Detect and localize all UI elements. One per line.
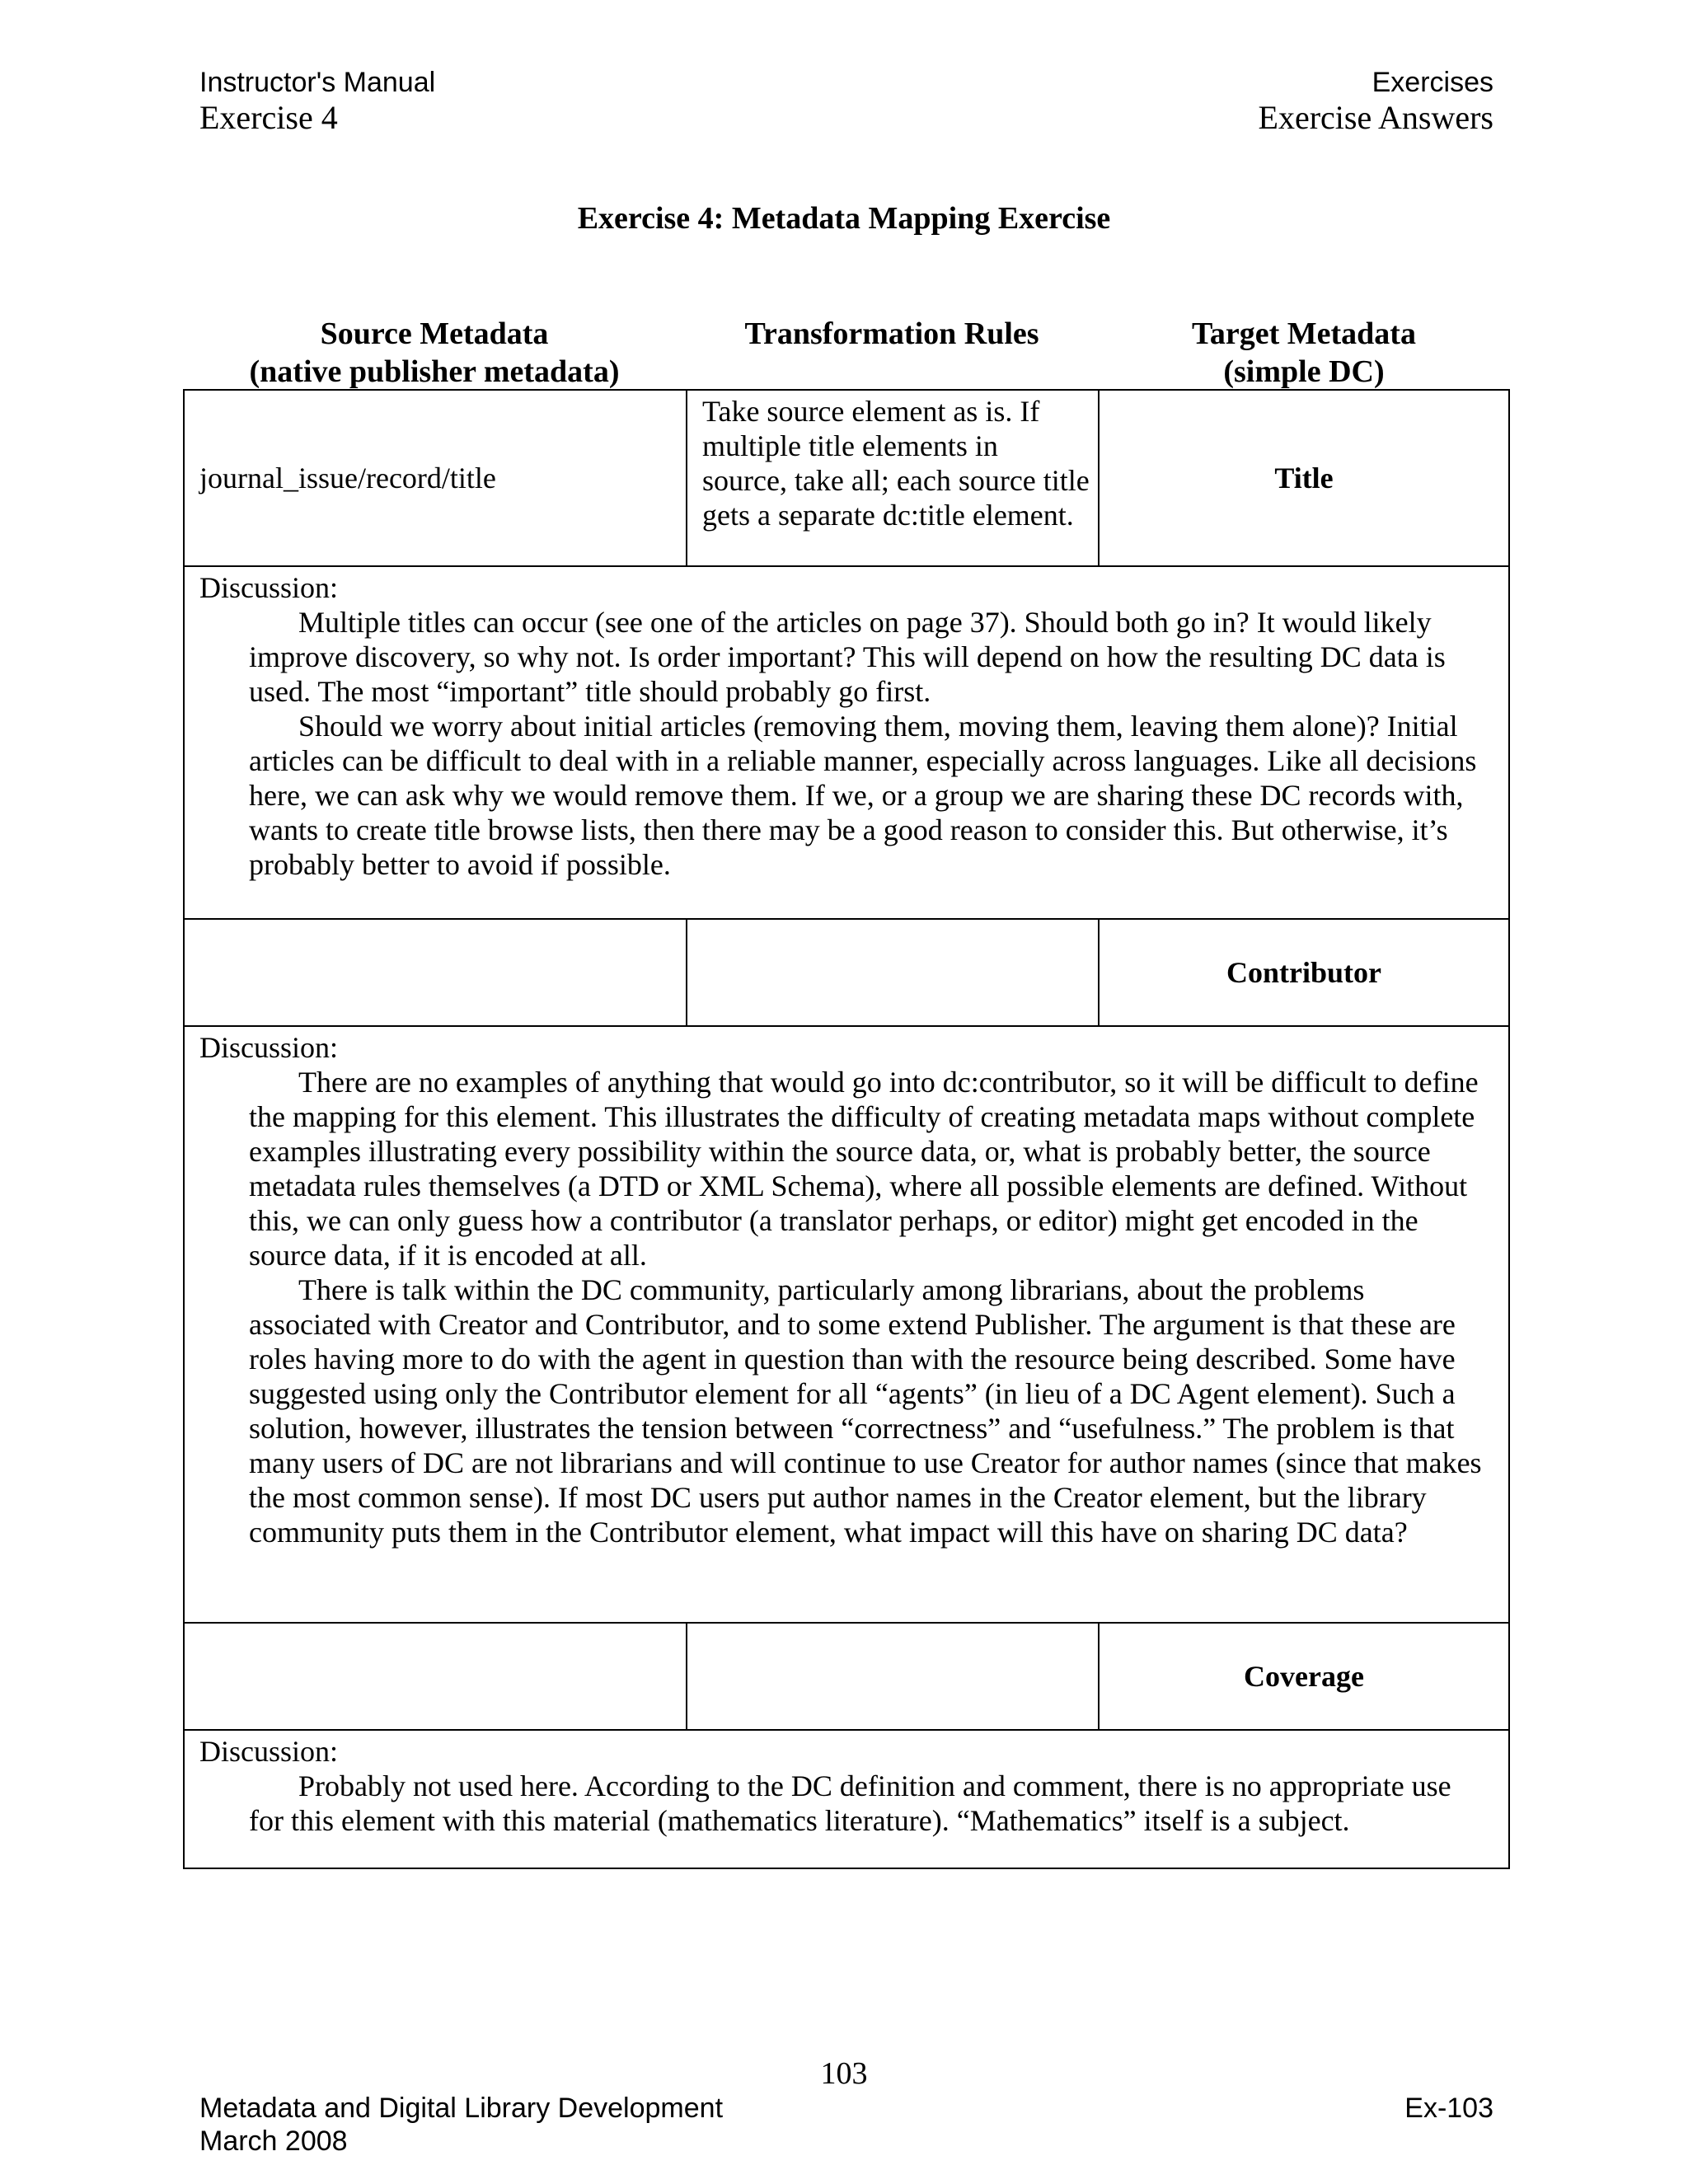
column-heading-transform <box>686 315 1098 353</box>
discussion-paragraph: Probably not used here. According to the DC definition and comment, there is no appropriate use for this element with this material (mathematics literature). “Mathematics” itself is a subject. <box>249 1769 1451 1837</box>
discussion-label: Discussion: <box>199 1031 339 1064</box>
column-heading-source-title: Source Metadata <box>320 316 549 351</box>
footer-date: March 2008 <box>199 2125 348 2157</box>
discussion-paragraph: Should we worry about initial articles (removing them, moving them, leaving them alone)? Initial articles can be difficult to deal with in a reliable manner, especially across languages. Like all decisions here, we can ask why we would remove them. If we, or a group we are sharing these DC records with, wants to create title browse lists, then there may be a good reason to consider this. But otherwise, it’s probably better to avoid if possible. <box>249 710 1477 881</box>
target-cell: Title <box>1274 462 1334 494</box>
column-heading-target-title: Target Metadata <box>1192 316 1416 351</box>
source-cell <box>185 920 687 1025</box>
source-cell: journal_issue/record/title <box>185 391 687 565</box>
header-exercise-label: Exercise 4 <box>199 99 338 136</box>
discussion-label: Discussion: <box>199 571 339 604</box>
column-heading-source <box>183 315 686 391</box>
page-number: 103 <box>820 2056 868 2091</box>
rules-cell: Take source element as is. If multiple title elements in source, take all; each source title gets a separate dc:title element. <box>687 391 1100 565</box>
column-heading-target-subtitle: (simple DC) <box>1223 354 1385 389</box>
discussion-label: Discussion: <box>199 1735 339 1768</box>
header-section-label: Exercises <box>1372 67 1493 98</box>
header-subsection-label: Exercise Answers <box>1258 99 1493 136</box>
footer-course-title: Metadata and Digital Library Development <box>199 2093 724 2124</box>
source-cell <box>185 1624 687 1729</box>
page-title: Exercise 4: Metadata Mapping Exercise <box>577 201 1111 236</box>
target-cell: Contributor <box>1226 956 1381 989</box>
table-row <box>185 920 1508 1027</box>
discussion-paragraph: There are no examples of anything that would go into dc:contributor, so it will be difficult to define the mapping for this element. This illustrates the difficulty of creating metadata maps without complete examples illustrating every possibility within the source data, or, what is probably better, the source metadata rules themselves (a DTD or XML Schema), where all possible elements are defined. Without this, we can only guess how a contributor (a translator perhaps, or editor) might get encoded in the source data, if it is encoded at all. <box>249 1066 1479 1272</box>
header-manual-label: Instructor's Manual <box>199 67 436 98</box>
discussion-block <box>185 1027 1508 1624</box>
discussion-paragraph: There is talk within the DC community, particularly among librarians, about the problems associated with Creator and Contributor, and to some extend Publisher. The argument is that these are roles having more to do with the agent in question than with the resource being described. Some have suggested using only the Contributor element for all “agents” (in lieu of a DC Agent element). Such a solution, however, illustrates the tension between “correctness” and “usefulness.” The problem is that many users of DC are not librarians and will continue to use Creator for author names (since that makes the most common sense). If most DC users put author names in the Creator element, but the library community puts them in the Contributor element, what impact will this have on sharing DC data? <box>249 1273 1482 1549</box>
rules-cell <box>687 920 1100 1025</box>
column-heading-target <box>1098 315 1510 391</box>
footer-page-code: Ex-103 <box>1404 2093 1493 2124</box>
discussion-block <box>185 1731 1508 1868</box>
target-cell: Coverage <box>1244 1660 1364 1693</box>
discussion-block <box>185 567 1508 920</box>
table-row <box>185 1624 1508 1731</box>
rules-cell <box>687 1624 1100 1729</box>
mapping-table <box>183 389 1510 1869</box>
column-heading-source-subtitle: (native publisher metadata) <box>249 354 620 389</box>
discussion-paragraph: Multiple titles can occur (see one of the articles on page 37). Should both go in? It would likely improve discovery, so why not. Is order important? This will depend on how the resulting DC data is used. The most “important” title should probably go first. <box>249 606 1446 708</box>
column-heading-transform-title: Transformation Rules <box>744 316 1039 351</box>
table-row <box>185 391 1508 567</box>
